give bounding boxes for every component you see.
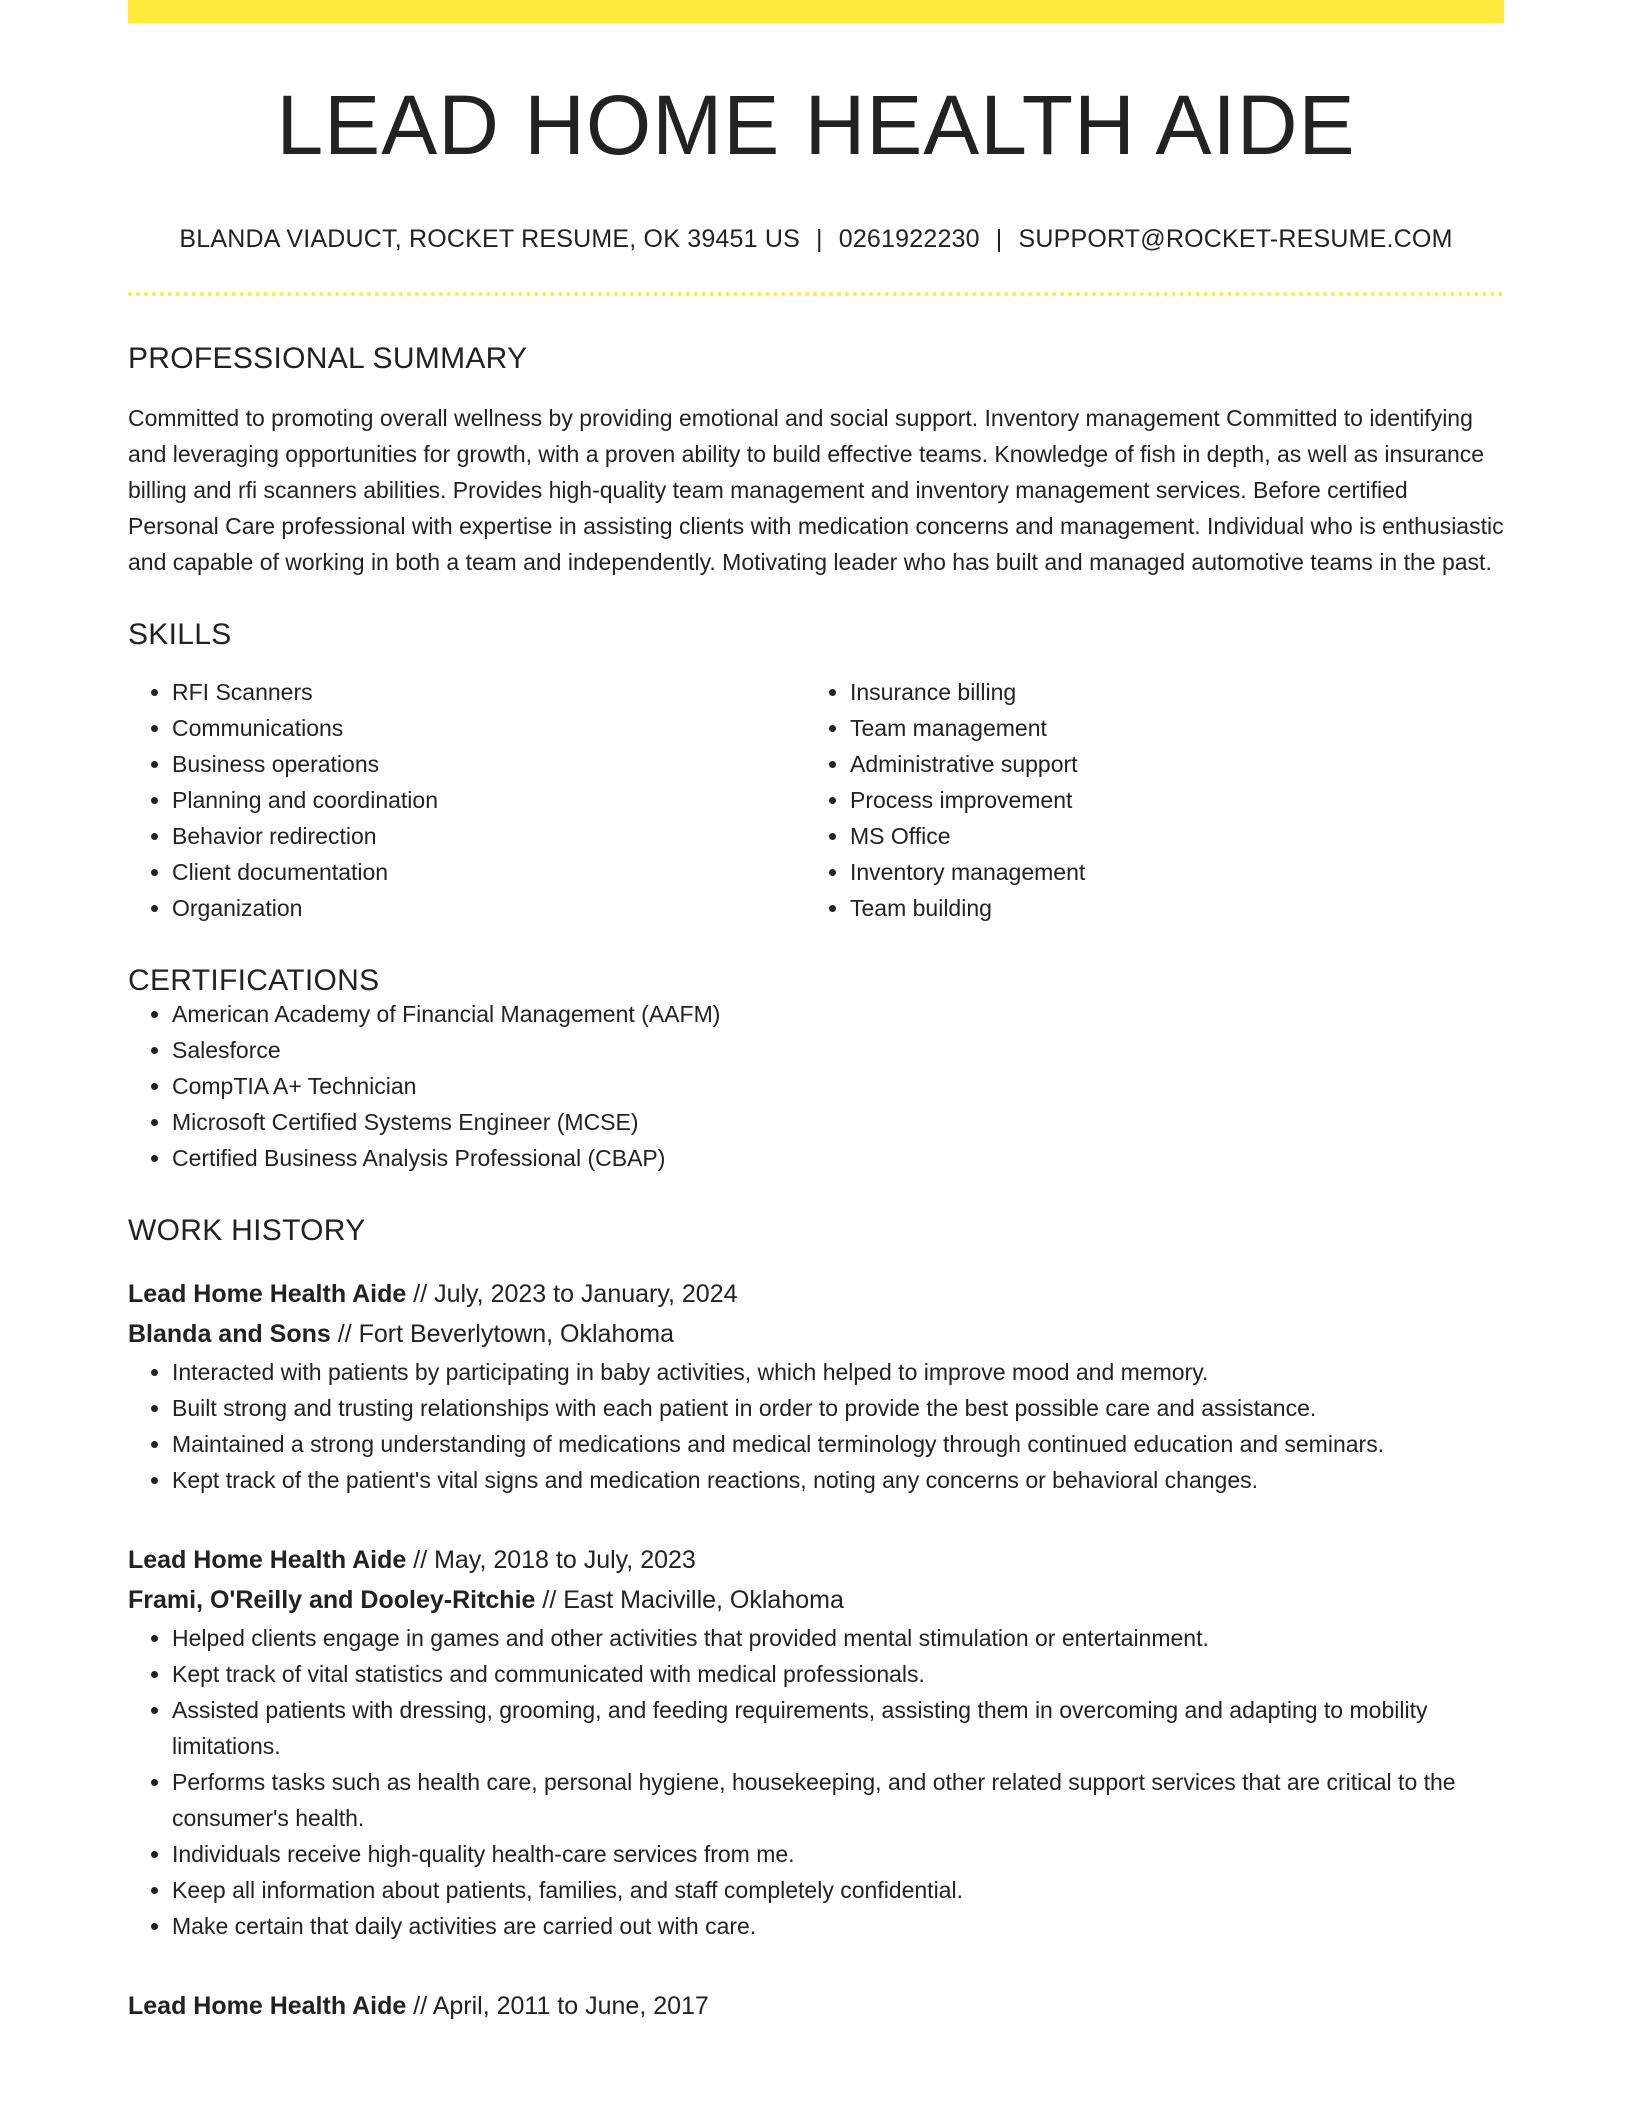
job-duties-list bbox=[128, 1354, 1504, 1498]
job-dates: // May, 2018 to July, 2023 bbox=[406, 1546, 696, 1574]
skill-item: • Client documentation bbox=[172, 854, 806, 890]
job-dates: // July, 2023 to January, 2024 bbox=[406, 1280, 738, 1308]
work-history-heading: WORK HISTORY bbox=[128, 1214, 366, 1247]
summary-text: Committed to promoting overall wellness by providing emotional and social support. Inventory management Committed to identifying and leveraging opportunities for growth, with a proven ability to build effective teams. Knowledge of fish in depth, as well as insurance billing and rfi scanners abilities. Provides high-quality team management and inventory management services. Before certified Personal Care professional with expertise in assisting clients with medication concerns and management. Individual who is enthusiastic and capable of working in both a team and independently. Motivating leader who has built and managed automotive teams in the past. bbox=[128, 405, 1504, 575]
skill-item: • MS Office bbox=[850, 818, 1484, 854]
job-title: Lead Home Health Aide bbox=[128, 1546, 407, 1574]
skill-item: • Inventory management bbox=[850, 854, 1484, 890]
job-title: Lead Home Health Aide bbox=[128, 1992, 407, 2020]
resume-name: LEAD HOME HEALTH AIDE bbox=[276, 78, 1356, 172]
skill-item: • Administrative support bbox=[850, 746, 1484, 782]
contact-phone: 0261922230 bbox=[838, 225, 980, 253]
contact-separator: | bbox=[995, 225, 1003, 253]
job-dates: // April, 2011 to June, 2017 bbox=[406, 1992, 709, 2020]
job-duty-item: • Interacted with patients by participating in baby activities, which helped to improve mood and memory. bbox=[172, 1354, 1504, 1390]
resume-page bbox=[128, 0, 1504, 2026]
job-title: Lead Home Health Aide bbox=[128, 1280, 407, 1308]
job-duty-item: • Kept track of vital statistics and communicated with medical professionals. bbox=[172, 1656, 1504, 1692]
job-title-line bbox=[128, 1986, 1504, 2026]
skills-list-right bbox=[806, 674, 1484, 926]
job-location: // Fort Beverlytown, Oklahoma bbox=[330, 1320, 674, 1348]
skills-list-left bbox=[128, 674, 806, 926]
skill-item: • Behavior redirection bbox=[172, 818, 806, 854]
certifications-list bbox=[128, 996, 1504, 1176]
job-duty-item: • Performs tasks such as health care, personal hygiene, housekeeping, and other related support services that are critical to the consumer's health. bbox=[172, 1764, 1504, 1836]
job-duty-item: • Make certain that daily activities are carried out with care. bbox=[172, 1908, 1504, 1944]
job-entry bbox=[128, 1274, 1504, 1498]
job-duty-item: • Assisted patients with dressing, grooming, and feeding requirements, assisting them in overcoming and adapting to mobility limitations. bbox=[172, 1692, 1504, 1764]
job-duty-item: • Helped clients engage in games and other activities that provided mental stimulation or entertainment. bbox=[172, 1620, 1504, 1656]
job-location: // East Maciville, Oklahoma bbox=[535, 1586, 844, 1614]
skill-item: • Team management bbox=[850, 710, 1484, 746]
skills-heading: SKILLS bbox=[128, 618, 232, 651]
certification-item: • Salesforce bbox=[172, 1032, 1504, 1068]
skill-item: • Process improvement bbox=[850, 782, 1484, 818]
job-duty-item: • Maintained a strong understanding of medications and medical terminology through continued education and seminars. bbox=[172, 1426, 1504, 1462]
job-duty-item: • Kept track of the patient's vital signs and medication reactions, noting any concerns or behavioral changes. bbox=[172, 1462, 1504, 1498]
skill-item: • Communications bbox=[172, 710, 806, 746]
job-company: Frami, O'Reilly and Dooley-Ritchie bbox=[128, 1586, 536, 1614]
skills-grid bbox=[128, 674, 1504, 926]
job-duties-list bbox=[128, 1620, 1504, 1944]
job-company: Blanda and Sons bbox=[128, 1320, 331, 1348]
job-title-line bbox=[128, 1274, 1504, 1314]
job-title-line bbox=[128, 1540, 1504, 1580]
job-duty-item: • Individuals receive high-quality health-care services from me. bbox=[172, 1836, 1504, 1872]
contact-line bbox=[128, 227, 1504, 252]
certification-item: • CompTIA A+ Technician bbox=[172, 1068, 1504, 1104]
skill-item: • RFI Scanners bbox=[172, 674, 806, 710]
dotted-divider bbox=[128, 292, 1504, 296]
skill-item: • Planning and coordination bbox=[172, 782, 806, 818]
summary-heading: PROFESSIONAL SUMMARY bbox=[128, 342, 528, 375]
job-duty-item: • Keep all information about patients, families, and staff completely confidential. bbox=[172, 1872, 1504, 1908]
job-duty-item: • Built strong and trusting relationships with each patient in order to provide the best possible care and assistance. bbox=[172, 1390, 1504, 1426]
skill-item: • Insurance billing bbox=[850, 674, 1484, 710]
job-company-line bbox=[128, 1580, 1504, 1620]
job-company-line bbox=[128, 1314, 1504, 1354]
skill-item: • Organization bbox=[172, 890, 806, 926]
skills-column-right bbox=[806, 674, 1484, 926]
skill-item: • Business operations bbox=[172, 746, 806, 782]
certification-item: • Microsoft Certified Systems Engineer (MCSE) bbox=[172, 1104, 1504, 1140]
skills-column-left bbox=[128, 674, 806, 926]
contact-separator: | bbox=[816, 225, 823, 253]
skill-item: • Team building bbox=[850, 890, 1484, 926]
accent-top-bar bbox=[128, 0, 1504, 23]
job-entry bbox=[128, 1986, 1504, 2026]
certification-item: • American Academy of Financial Management (AAFM) bbox=[172, 996, 1504, 1032]
certification-item: • Certified Business Analysis Professional (CBAP) bbox=[172, 1140, 1504, 1176]
contact-address: BLANDA VIADUCT, ROCKET RESUME, OK 39451 US bbox=[179, 225, 801, 253]
certifications-heading: CERTIFICATIONS bbox=[128, 964, 380, 997]
job-entry bbox=[128, 1540, 1504, 1944]
contact-email: SUPPORT@ROCKET-RESUME.COM bbox=[1018, 225, 1453, 253]
